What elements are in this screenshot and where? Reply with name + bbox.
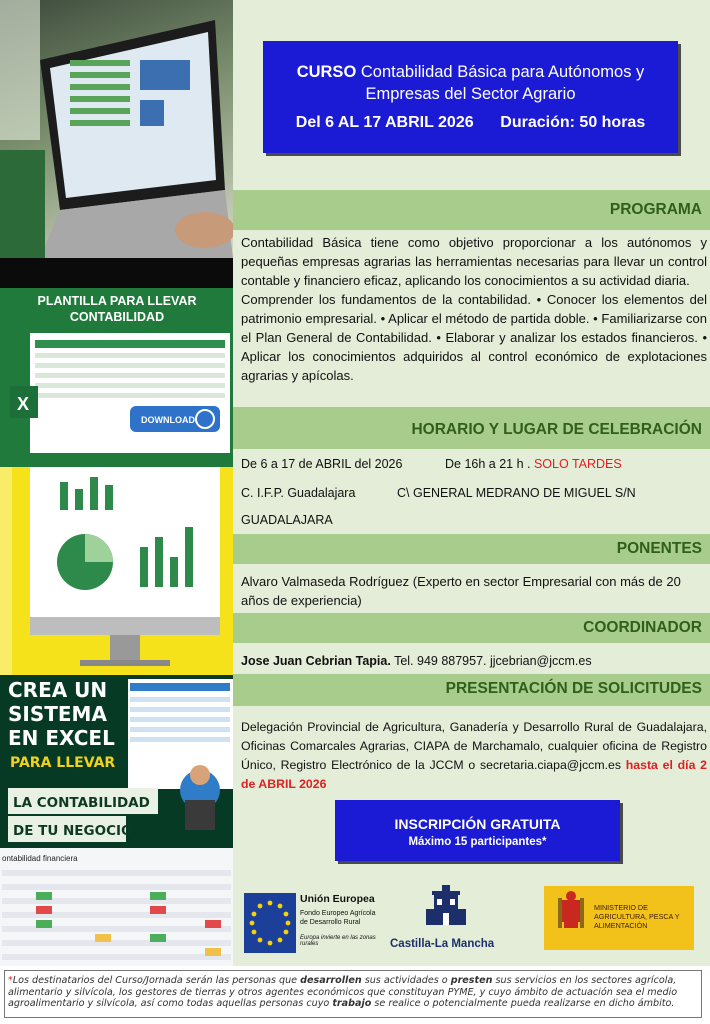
coordinador-name: Jose Juan Cebrian Tapia. [241, 654, 391, 668]
solicitudes-body: Delegación Provincial de Agricultura, Ganadería y Desarrollo Rural de Guadalajara, Oficinas Comarcales Agrarias, CIAPA de Marchamalo, cualquier oficina de Registro Único, Registro Electrónico de la JCCM o secretaria.ciapa@jccm.es [241, 720, 707, 772]
plantilla-image [0, 258, 233, 467]
programa-band [233, 190, 710, 230]
solicitudes-band [233, 674, 710, 706]
eu-fund: Fondo Europeo Agrícola de Desarrollo Rural [300, 910, 376, 926]
eu-motto: Europa invierte en las zonas rurales [300, 935, 376, 947]
disclaimer-text-1: Los destinatarios del Curso/Jornada serán las personas que [12, 975, 301, 986]
excel-promo-image [0, 675, 233, 848]
solicitudes-heading: PRESENTACIÓN DE SOLICITUDES [445, 680, 702, 697]
coordinador-band [233, 613, 710, 643]
disclaimer-text-2: sus actividades o [361, 975, 451, 986]
disclaimer-bold-1: desarrollen [300, 975, 362, 986]
course-dates-line [263, 114, 678, 132]
ponentes-text: Alvaro Valmaseda Rodríguez (Experto en sector Empresarial con más de 20 años de experiencia) [241, 574, 681, 608]
course-title-box [263, 41, 678, 153]
clm-logo [390, 885, 500, 960]
disclaimer-text-3: sus servicios en los sectores agrícola, alimentario y silvícola, los gestores de tierras y otros agentes económicos que constituyan PYME, y cuyo ámbito de actuación sea el medio agroalimentario y silvícola, así como todas aquellas personas cuyo [8, 975, 678, 1009]
excel-promo-illustration [0, 675, 233, 848]
chart-monitor-image [0, 467, 233, 675]
horario-dates: De 6 a 17 de ABRIL del 2026 [241, 457, 403, 471]
horario-address: C\ GENERAL MEDRANO DE MIGUEL S/N [397, 486, 636, 500]
excel-title-1: CREA UN [8, 678, 108, 702]
disclaimer-text-4: se realice o potencialmente pueda realizarse en dicho ámbito. [371, 998, 675, 1009]
horario-dates-line [241, 457, 707, 471]
plantilla-title-1: PLANTILLA PARA LLEVAR [37, 294, 197, 308]
horario-place-line [241, 486, 707, 500]
coordinador-contact: Tel. 949 887957. jjcebrian@jccm.es [394, 654, 592, 668]
inscripcion-box [335, 800, 620, 861]
horario-city: GUADALAJARA [241, 513, 333, 527]
programa-text [241, 233, 707, 385]
inscripcion-title: INSCRIPCIÓN GRATUITA [394, 816, 561, 832]
solicitudes-text [241, 718, 707, 794]
ponentes-band [233, 534, 710, 564]
laptop-illustration [0, 0, 233, 258]
eu-title: Unión Europea [300, 893, 375, 905]
excel-title-2: SISTEMA [8, 702, 107, 726]
horario-heading: HORARIO Y LUGAR DE CELEBRACIÓN [411, 421, 702, 438]
horario-tardes: SOLO TARDES [533, 457, 622, 471]
course-dates: Del 6 AL 17 ABRIL 2026 [295, 114, 474, 131]
programa-heading: PROGRAMA [609, 201, 702, 218]
ministerio-name: MINISTERIO DE AGRICULTURA, PESCA Y ALIMENTACIÓN [594, 903, 680, 930]
excel-title-3: EN EXCEL [8, 726, 115, 750]
programa-paragraph-2: Comprender los fundamentos de la contabilidad. • Conocer los elementos del patrimonio empresarial. • Aplicar el método de partida doble. • Familiarizarse con el Plan General de Contabilidad. • Elaborar y analizar los estados financieros. • Aplicar los conocimientos adquiridos al control económico de explotaciones agrarias y apícolas. [241, 292, 707, 383]
programa-paragraph-1: Contabilidad Básica tiene como objetivo proporcionar a los autónomos y pequeñas empresas agrarias las herramientas necesarias para llevar un control contable y financiero eficaz, aplicando los conocimientos a su actividad diaria. [241, 235, 707, 288]
eu-logo [244, 893, 376, 955]
ponentes-heading: PONENTES [616, 540, 702, 557]
horario-center: C. I.F.P. Guadalajara [241, 486, 356, 500]
monitor-illustration [0, 467, 233, 675]
solicitudes-deadline: hasta el día 2 de ABRIL 2026 [241, 758, 708, 791]
coordinador-line [241, 654, 707, 668]
castle-icon [390, 885, 500, 937]
ministerio-logo [544, 886, 694, 950]
clm-name: Castilla-La Mancha [390, 938, 495, 950]
excel-para: PARA LLEVAR [10, 755, 116, 771]
course-duration: Duración: 50 horas [500, 114, 646, 131]
course-name: Contabilidad Básica para Autónomos y Empresas del Sector Agrario [360, 63, 645, 103]
svg-text:X: X [17, 394, 30, 414]
spain-coat-icon [550, 890, 590, 946]
curso-label: CURSO [296, 63, 357, 81]
financiera-label: ontabilidad financiera [2, 854, 78, 863]
horario-hours-group [445, 457, 622, 471]
download-label: DOWNLOAD [141, 415, 195, 425]
plantilla-title-2: CONTABILIDAD [69, 310, 165, 324]
laptop-photo [0, 0, 233, 258]
spreadsheet-image [0, 848, 233, 966]
horario-hours: De 16h a 21 h . [445, 457, 531, 471]
horario-band [233, 407, 710, 449]
coordinador-heading: COORDINADOR [583, 619, 702, 636]
disclaimer-bold-2: presten [450, 975, 493, 986]
disclaimer-box [4, 970, 702, 1018]
plantilla-illustration [0, 258, 233, 467]
spreadsheet-illustration [0, 848, 233, 966]
course-title [263, 61, 678, 105]
inscripcion-max: Máximo 15 participantes* [408, 836, 547, 848]
disclaimer-asterisk: * [8, 975, 13, 986]
excel-negocio-1: LA CONTABILIDAD [13, 795, 150, 811]
disclaimer-bold-3: trabajo [332, 998, 372, 1009]
excel-negocio-2: DE TU NEGOCIO [13, 823, 133, 839]
